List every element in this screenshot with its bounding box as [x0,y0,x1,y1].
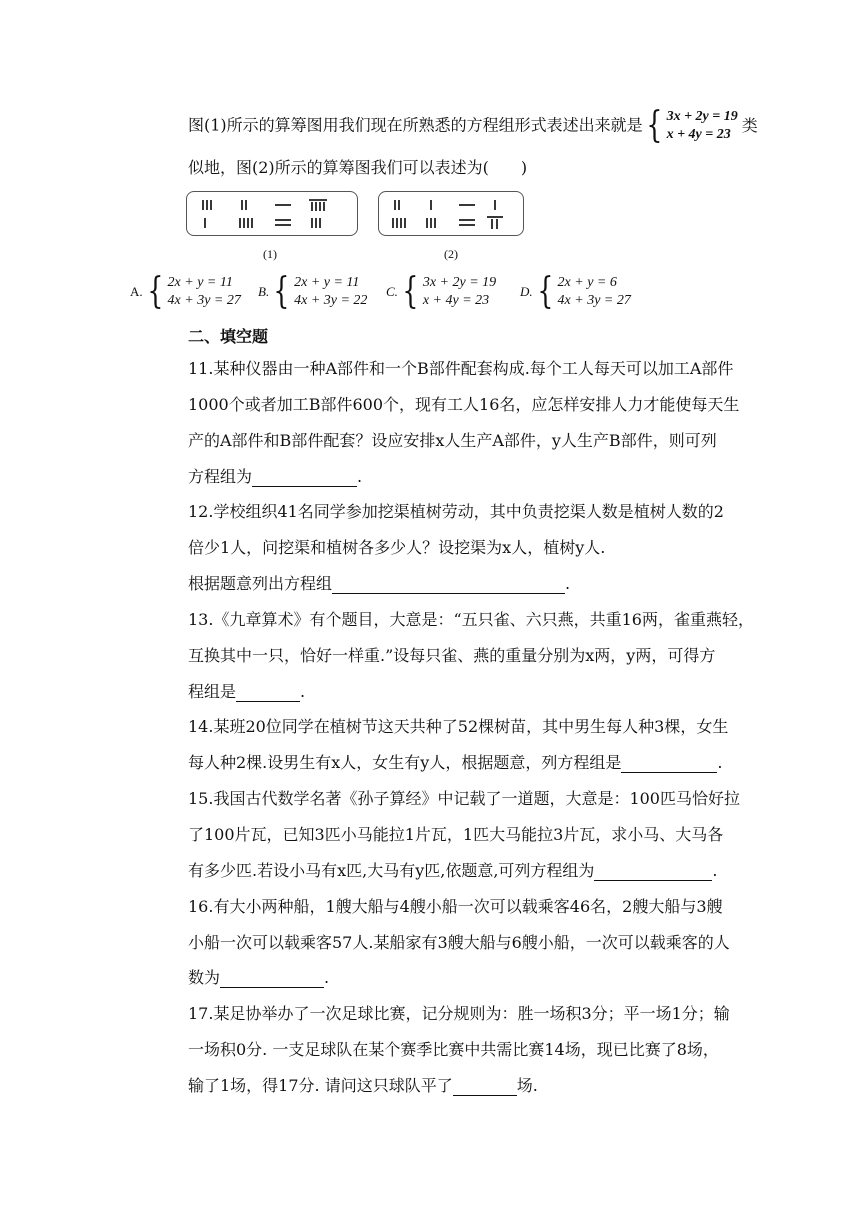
q12-line-1: 12.学校组织41名同学参加挖渠植树劳动，其中负责挖渠人数是植树人数的2 [188,502,724,521]
intro-text-1: 图(1)所示的算筹图用我们现在所熟悉的方程组形式表述出来就是 [188,115,643,135]
q16-line-2: 小船一次可以载乘客57人.某船家有3艘大船与6艘小船，一次可以载乘客的人 [188,933,730,952]
q17-line-1: 17.某足协举办了一次足球比赛，记分规则为：胜一场积3分；平一场1分；输 [188,1004,730,1023]
q12-answer-blank[interactable] [332,576,565,594]
intro-eq-2: x + 4y = 23 [666,127,731,142]
intro-line-2: 似地，图(2)所示的算筹图我们可以表述为( ) [188,158,528,177]
counting-rods-2-icon [379,192,523,235]
q13-answer-blank[interactable] [236,684,300,702]
q11-line-1: 11.某种仪器由一种A部件和一个B部件配套构成.每个工人每天可以加工A部件 [188,359,734,378]
q11-line-2: 1000个或者加工B部件600个，现有工人16名，应怎样安排人力才能使每天生 [188,395,740,414]
intro-line-1 [188,105,758,146]
q11-line-3: 产的A部件和B部件配套？设应安排x人生产A部件，y人生产B部件，则可列 [188,431,717,450]
option-d-eq-1: 2x + y = 6 [557,275,617,290]
option-a-eq-2: 4x + 3y = 27 [167,293,241,308]
option-d[interactable]: D. { 2x + y = 6 4x + 3y = 27 [520,271,631,312]
option-d-eq-2: 4x + 3y = 27 [557,293,631,308]
q17-line-2: 一场积0分. 一支足球队在某个赛季比赛中共需比赛14场，现已比赛了8场， [188,1040,719,1059]
q17-answer-blank[interactable] [453,1078,517,1096]
q14-answer-blank[interactable] [621,755,717,773]
option-c-eq-1: 3x + 2y = 19 [422,275,497,290]
q16-line-3: 数为 . [188,968,330,987]
option-a-letter: A. [130,284,143,299]
q16-answer-blank[interactable] [220,970,324,988]
intro-eq-1: 3x + 2y = 19 [666,109,738,124]
option-b-letter: B. [258,284,270,299]
section-heading: 二、填空题 [188,327,269,346]
option-c[interactable]: C. { 3x + 2y = 19 x + 4y = 23 [386,271,497,312]
q15-line-3: 有多少匹.若设小马有x匹,大马有y匹,依题意,可列方程组为 . [188,861,718,880]
intro-equation-system [643,105,738,146]
q13-line-3: 程组是 . [188,682,306,701]
counting-rods-1-icon [187,192,357,235]
q14-line-1: 14.某班20位同学在植树节这天共种了52棵树苗，其中男生每人种3棵，女生 [188,717,729,736]
option-b[interactable]: B. { 2x + y = 11 4x + 3y = 22 [258,271,368,312]
option-b-eq-1: 2x + y = 11 [294,275,360,290]
option-a[interactable]: A. { 2x + y = 11 4x + 3y = 27 [130,271,241,312]
q17-line-3: 输了1场，得17分. 请问这只球队平了 场. [188,1076,538,1095]
counting-rod-figure-1 [186,191,358,236]
option-c-letter: C. [386,284,398,299]
figure-1-caption: (1) [263,247,277,261]
q16-line-1: 16.有大小两种船，1艘大船与4艘小船一次可以载乘客46名，2艘大船与3艘 [188,897,723,916]
q15-answer-blank[interactable] [594,863,712,881]
option-a-eq-1: 2x + y = 11 [167,275,233,290]
option-b-eq-2: 4x + 3y = 22 [294,293,368,308]
intro-suffix: 类 [741,115,758,135]
q13-line-2: 互换其中一只，恰好一样重.”设每只雀、燕的重量分别为x两，y两，可得方 [188,646,716,665]
left-brace: { [646,105,663,146]
q11-answer-blank[interactable] [252,469,357,487]
q14-line-2: 每人种2棵.设男生有x人，女生有y人，根据题意，列方程组是 . [188,753,723,772]
option-c-eq-2: x + 4y = 23 [422,293,490,308]
q13-line-1: 13.《九章算术》有个题目，大意是：“五只雀、六只燕，共重16两，雀重燕轻， [188,610,754,629]
q12-line-2: 倍少1人，问挖渠和植树各多少人？设挖渠为x人，植树y人. [188,538,606,557]
q15-line-1: 15.我国古代数学名著《孙子算经》中记载了一道题，大意是：100匹马恰好拉 [188,789,740,808]
q11-line-4: 方程组为 . [188,467,363,486]
figure-2-caption: (2) [444,247,458,261]
q12-line-3: 根据题意列出方程组 . [188,574,571,593]
counting-rod-figure-2 [378,191,524,236]
option-d-letter: D. [520,284,533,299]
q15-line-2: 了100片瓦，已知3匹小马能拉1片瓦，1匹大马能拉3片瓦，求小马、大马各 [188,825,724,844]
